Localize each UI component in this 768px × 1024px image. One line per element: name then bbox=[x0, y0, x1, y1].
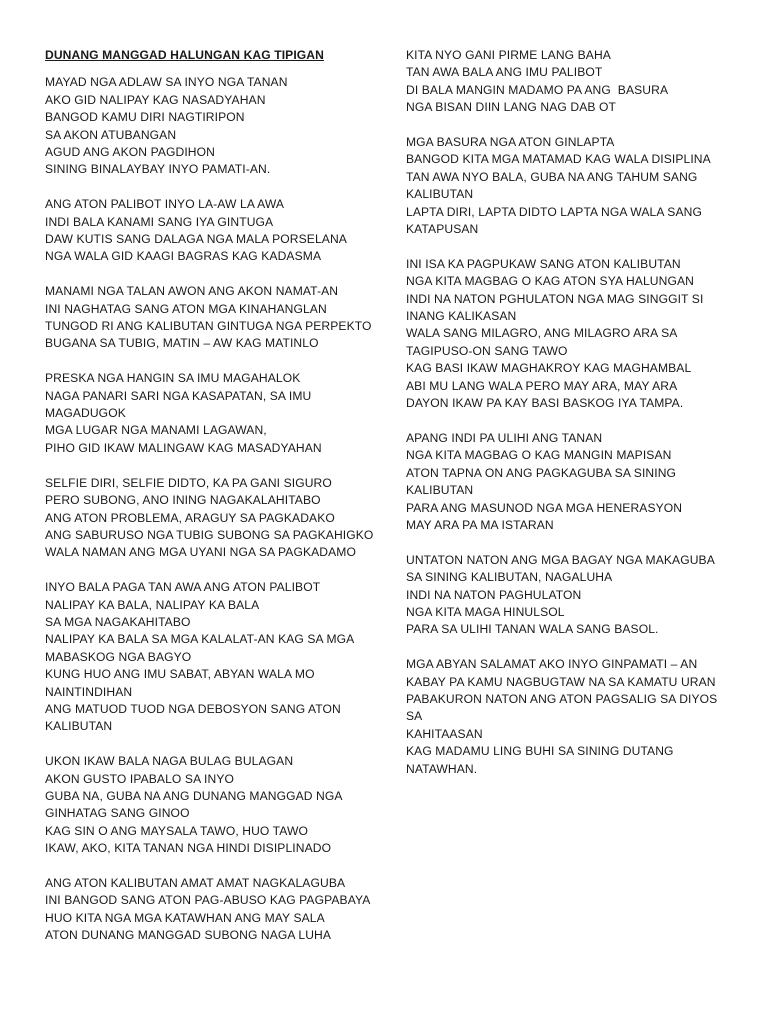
poem-line: KATAPUSAN bbox=[406, 222, 479, 237]
stanza bbox=[406, 552, 736, 639]
poem-line: ATON TAPNA ON ANG PAGKAGUBA SA SINING bbox=[406, 465, 677, 480]
poem-line: KAG SIN O ANG MAYSALA TAWO, HUO TAWO bbox=[45, 823, 308, 838]
poem-line: PARA ANG MASUNOD NGA MGA HENERASYON bbox=[406, 500, 683, 515]
poem-line: TAN AWA NYO BALA, GUBA NA ANG TAHUM SANG bbox=[406, 169, 698, 184]
poem-line: INYO BALA PAGA TAN AWA ANG ATON PALIBOT bbox=[45, 580, 321, 595]
poem-line: PERO SUBONG, ANO INING NAGAKALAHITABO bbox=[45, 493, 321, 508]
poem-line: MAYAD NGA ADLAW SA INYO NGA TANAN bbox=[45, 75, 288, 90]
poem-line: APANG INDI PA ULIHI ANG TANAN bbox=[406, 430, 603, 445]
poem-line: NGA BISAN DIIN LANG NAG DAB OT bbox=[406, 100, 616, 115]
poem-line: INDI NA NATON PAGHULATON bbox=[406, 587, 582, 602]
poem-line: TAN AWA BALA ANG IMU PALIBOT bbox=[406, 65, 603, 80]
poem-line: KAG MADAMU LING BUHI SA SINING DUTANG bbox=[406, 744, 674, 759]
poem-line: LAPTA DIRI, LAPTA DIDTO LAPTA NGA WALA SANG bbox=[406, 204, 702, 219]
poem-line: INI BANGOD SANG ATON PAG-ABUSO KAG PAGPABAYA bbox=[45, 893, 371, 908]
stanza bbox=[45, 283, 375, 353]
poem-line: MGA ABYAN SALAMAT AKO INYO GINPAMATI – AN bbox=[406, 657, 698, 672]
poem-line: NALIPAY KA BALA, NALIPAY KA BALA bbox=[45, 597, 260, 612]
poem-line: BANGOD KAMU DIRI NAGTIRIPON bbox=[45, 110, 245, 125]
poem-line: MGA BASURA NGA ATON GINLAPTA bbox=[406, 135, 615, 150]
poem-line: GUBA NA, GUBA NA ANG DUNANG MANGGAD NGA bbox=[45, 788, 343, 803]
poem-line: WALA NAMAN ANG MGA UYANI NGA SA PAGKADAMO bbox=[45, 545, 356, 560]
left-column bbox=[45, 47, 375, 962]
right-stanzas bbox=[406, 47, 736, 778]
poem-line: KABAY PA KAMU NAGBUGTAW NA SA KAMATU URAN bbox=[406, 674, 716, 689]
poem-line: WALA SANG MILAGRO, ANG MILAGRO ARA SA bbox=[406, 326, 678, 341]
stanza bbox=[406, 134, 736, 238]
poem-line: PABAKURON NATON ANG ATON PAGSALIG SA DIYOS SA bbox=[406, 691, 721, 724]
poem-line: UKON IKAW BALA NAGA BULAG BULAGAN bbox=[45, 754, 294, 769]
stanza bbox=[45, 579, 375, 736]
poem-line: INDI BALA KANAMI SANG IYA GINTUGA bbox=[45, 214, 274, 229]
poem-line: MAGADUGOK bbox=[45, 406, 126, 421]
poem-line: MANAMI NGA TALAN AWON ANG AKON NAMAT-AN bbox=[45, 284, 339, 299]
poem-line: DAW KUTIS SANG DALAGA NGA MALA PORSELANA bbox=[45, 232, 347, 247]
stanza bbox=[406, 430, 736, 534]
stanza bbox=[45, 74, 375, 178]
poem-line: PARA SA ULIHI TANAN WALA SANG BASOL. bbox=[406, 622, 659, 637]
poem-line: UNTATON NATON ANG MGA BAGAY NGA MAKAGUBA bbox=[406, 552, 715, 567]
poem-line: SA AKON ATUBANGAN bbox=[45, 127, 177, 142]
poem-line: BUGANA SA TUBIG, MATIN – AW KAG MATINLO bbox=[45, 336, 319, 351]
poem-line: NGA WALA GID KAAGI BAGRAS KAG KADASMA bbox=[45, 249, 322, 264]
poem-line: INI ISA KA PAGPUKAW SANG ATON KALIBUTAN bbox=[406, 256, 681, 271]
poem-line: INANG KALIKASAN bbox=[406, 309, 517, 324]
poem-line: TAGIPUSO-ON SANG TAWO bbox=[406, 343, 568, 358]
poem-line: MGA LUGAR NGA MANAMI LAGAWAN, bbox=[45, 423, 267, 438]
poem-line: SA MGA NAGAKAHITABO bbox=[45, 614, 191, 629]
poem-line: IKAW, AKO, KITA TANAN NGA HINDI DISIPLINADO bbox=[45, 841, 332, 856]
poem-line: BANGOD KITA MGA MATAMAD KAG WALA DISIPLINA bbox=[406, 152, 711, 167]
poem-line: KITA NYO GANI PIRME LANG BAHA bbox=[406, 48, 611, 62]
poem-line: ANG ATON PALIBOT INYO LA-AW LA AWA bbox=[45, 197, 285, 212]
poem-line: ATON DUNANG MANGGAD SUBONG NAGA LUHA bbox=[45, 928, 332, 943]
right-column bbox=[406, 47, 736, 795]
poem-line: ANG ATON PROBLEMA, ARAGUY SA PAGKADAKO bbox=[45, 510, 335, 525]
poem-line: GINHATAG SANG GINOO bbox=[45, 806, 190, 821]
poem-line: KUNG HUO ANG IMU SABAT, ABYAN WALA MO bbox=[45, 667, 315, 682]
poem-line: AKON GUSTO IPABALO SA INYO bbox=[45, 771, 234, 786]
stanza bbox=[406, 256, 736, 413]
stanza bbox=[45, 875, 375, 945]
poem-line: ABI MU LANG WALA PERO MAY ARA, MAY ARA bbox=[406, 378, 678, 393]
poem-line: NGA KITA MAGBAG O KAG MANGIN MAPISAN bbox=[406, 448, 672, 463]
poem-line: KALIBUTAN bbox=[45, 719, 113, 734]
poem-line: NAGA PANARI SARI NGA KASAPATAN, SA IMU bbox=[45, 388, 312, 403]
poem-line: KALIBUTAN bbox=[406, 187, 474, 202]
poem-line: NAINTINDIHAN bbox=[45, 684, 133, 699]
poem-line: INI NAGHATAG SANG ATON MGA KINAHANGLAN bbox=[45, 301, 327, 316]
stanza bbox=[406, 656, 736, 778]
poem-line: NALIPAY KA BALA SA MGA KALALAT-AN KAG SA MGA bbox=[45, 632, 355, 647]
poem-line: PRESKA NGA HANGIN SA IMU MAGAHALOK bbox=[45, 371, 301, 386]
poem-line: PIHO GID IKAW MALINGAW KAG MASADYAHAN bbox=[45, 440, 322, 455]
poem-line: HUO KITA NGA MGA KATAWHAN ANG MAY SALA bbox=[45, 910, 325, 925]
poem-line: KALIBUTAN bbox=[406, 483, 474, 498]
poem-line: SINING BINALAYBAY INYO PAMATI-AN. bbox=[45, 162, 271, 177]
poem-line: SA SINING KALIBUTAN, NAGALUHA bbox=[406, 570, 613, 585]
stanza bbox=[45, 370, 375, 457]
poem-line: INDI NA NATON PGHULATON NGA MAG SINGGIT SI bbox=[406, 291, 704, 306]
poem-title: DUNANG MANGGAD HALUNGAN KAG TIPIGAN bbox=[45, 48, 324, 62]
poem-line: DI BALA MANGIN MADAMO PA ANG BASURA bbox=[406, 82, 669, 97]
poem-line: TUNGOD RI ANG KALIBUTAN GINTUGA NGA PERPEKTO bbox=[45, 319, 372, 334]
stanza bbox=[45, 196, 375, 266]
poem-line: ANG MATUOD TUOD NGA DEBOSYON SANG ATON bbox=[45, 701, 341, 716]
poem-line: NATAWHAN. bbox=[406, 761, 478, 776]
poem-line: SELFIE DIRI, SELFIE DIDTO, KA PA GANI SIGURO bbox=[45, 475, 332, 490]
poem-line: NGA KITA MAGA HINULSOL bbox=[406, 604, 565, 619]
poem-line: KAHITAASAN bbox=[406, 726, 483, 741]
poem-line: DAYON IKAW PA KAY BASI BASKOG IYA TAMPA. bbox=[406, 396, 684, 411]
stanza bbox=[45, 475, 375, 562]
poem-line: AKO GID NALIPAY KAG NASADYAHAN bbox=[45, 92, 266, 107]
poem-line: MABASKOG NGA BAGYO bbox=[45, 649, 192, 664]
poem-line: ANG ATON KALIBUTAN AMAT AMAT NAGKALAGUBA bbox=[45, 875, 346, 890]
left-stanzas bbox=[45, 74, 375, 944]
poem-line: ANG SABURUSO NGA TUBIG SUBONG SA PAGKAHIGKO bbox=[45, 527, 374, 542]
poem-line: KAG BASI IKAW MAGHAKROY KAG MAGHAMBAL bbox=[406, 361, 692, 376]
poem-line: NGA KITA MAGBAG O KAG ATON SYA HALUNGAN bbox=[406, 274, 694, 289]
stanza bbox=[406, 47, 736, 117]
stanza bbox=[45, 753, 375, 857]
poem-line: MAY ARA PA MA ISTARAN bbox=[406, 517, 554, 532]
poem-line: AGUD ANG AKON PAGDIHON bbox=[45, 145, 215, 160]
